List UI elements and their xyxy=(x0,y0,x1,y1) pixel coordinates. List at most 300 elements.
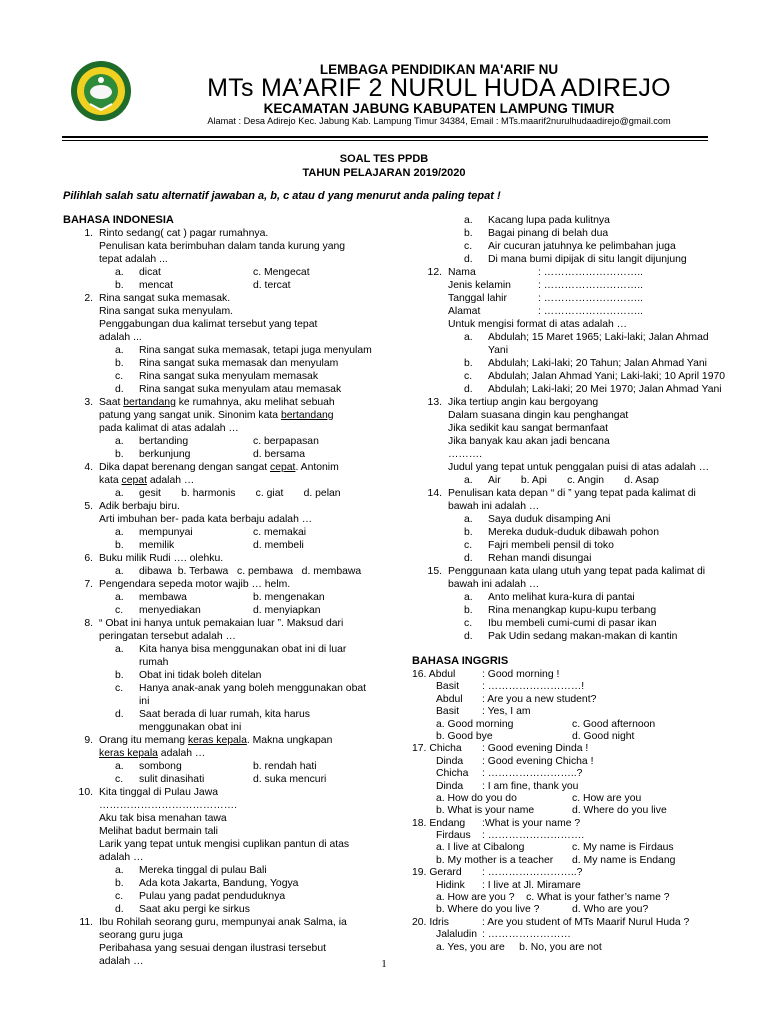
option-letter: b. xyxy=(464,228,473,239)
option-row xyxy=(63,669,393,682)
english-row xyxy=(412,730,732,742)
option-letter: d. xyxy=(464,631,473,642)
option-text: c. How are you xyxy=(572,792,642,804)
option-letter: d. xyxy=(464,254,473,265)
question-number: 6. xyxy=(84,553,93,564)
option-text: rumah xyxy=(139,657,169,668)
question-number: 8. xyxy=(84,618,93,629)
option-text: berkunjung xyxy=(139,449,191,460)
question-text: Adik berbaju biru. xyxy=(99,501,180,512)
question-text: Buku milik Rudi …. olehku. xyxy=(99,553,224,564)
question-line: Larik yang tepat untuk mengisi cuplikan pantun di atas xyxy=(99,839,350,850)
question-line: Jika sedikit kau sangat bermanfaat xyxy=(448,423,608,434)
option-text: gesit b. harmonis c. giat d. pelan xyxy=(139,488,341,499)
speaker: 16. Abdul xyxy=(412,669,456,680)
option-letter: a. xyxy=(115,761,124,772)
option-text: sombong xyxy=(139,761,182,772)
option-letter: a. xyxy=(115,345,124,356)
speaker: Dinda xyxy=(436,755,464,767)
option-row xyxy=(63,760,393,773)
option-row xyxy=(412,253,732,266)
header-rule-thin xyxy=(62,140,708,141)
option-row xyxy=(63,864,393,877)
option-text: Pulau yang padat penduduknya xyxy=(139,891,286,902)
english-row xyxy=(412,755,732,767)
option-text: c. Good afternoon xyxy=(572,718,656,730)
english-row xyxy=(412,792,732,804)
option-letter: b. xyxy=(115,358,124,369)
option-letter: b. xyxy=(115,878,124,889)
header-school: MTs MA’ARIF 2 NURUL HUDA ADIREJO xyxy=(207,74,671,102)
option-text: Pak Udin sedang makan-makan di kantin xyxy=(488,631,678,642)
option-text: b. mengenakan xyxy=(253,592,325,603)
option-text: b. My mother is a teacher xyxy=(436,854,554,866)
speaker: 18. Endang xyxy=(412,817,466,829)
question-row xyxy=(63,786,393,799)
option-row xyxy=(63,903,393,916)
dialog-line: : ……………………..? xyxy=(482,768,583,780)
option-text: Ibu membeli cumi-cumi di pasar ikan xyxy=(488,618,657,629)
question-line: Untuk mengisi format di atas adalah … xyxy=(448,319,628,330)
question-line: pada kalimat di atas adalah … xyxy=(99,423,239,434)
option-row xyxy=(412,214,732,227)
underlined-word: keras kepala xyxy=(99,748,158,759)
english-row xyxy=(412,854,732,866)
option-row xyxy=(63,591,393,604)
question-text: Pengendara sepeda motor wajib … helm. xyxy=(99,579,291,590)
underlined-word: keras kepala xyxy=(187,735,247,746)
speaker: Hidink xyxy=(436,879,465,891)
dialog-line: : I live at Jl. Miramare xyxy=(482,879,581,891)
option-row xyxy=(412,240,732,253)
option-text: Bagai pinang di belah dua xyxy=(488,228,609,239)
english-row xyxy=(412,916,732,928)
option-text: a. Good morning xyxy=(436,718,514,730)
question-text: Rinto sedang( cat ) pagar rumahnya. xyxy=(99,228,269,239)
option-letter: b. xyxy=(464,358,473,369)
option-text: d. bersama xyxy=(253,449,305,460)
option-text: Rina sangat suka memasak, tetapi juga menyulam xyxy=(139,345,372,356)
speaker: Chicha xyxy=(436,768,469,780)
option-letter: d. xyxy=(115,709,124,720)
option-row xyxy=(412,357,732,370)
option-row xyxy=(63,539,393,552)
test-title: SOAL TES PPDB xyxy=(339,153,429,165)
option-text: Rina sangat suka menyulam memasak xyxy=(139,371,319,382)
option-row xyxy=(412,604,732,617)
question-line: adalah ... xyxy=(99,332,142,343)
option-row xyxy=(412,591,732,604)
option-letter: a. xyxy=(115,527,124,538)
question-line: ………. xyxy=(448,449,483,460)
dialog-line: : Are you student of MTs Maarif Nurul Huda ? xyxy=(482,916,690,928)
english-row xyxy=(412,891,732,903)
option-letter: c. xyxy=(115,891,124,902)
option-text: c. memakai xyxy=(253,527,307,538)
option-text: a. How are you ? c. What is your father’s name ? xyxy=(436,892,670,904)
question-line: Arti imbuhan ber- pada kata berbaju adalah … xyxy=(99,514,313,525)
option-row xyxy=(412,539,732,552)
question-line: Penulisan kata berimbuhan dalam tanda kurung yang xyxy=(99,241,346,252)
option-text: d. Good night xyxy=(572,730,635,742)
question-text: “ Obat ini hanya untuk pemakaian luar ”. Maksud dari xyxy=(99,618,344,629)
option-row xyxy=(63,435,393,448)
option-letter: a. xyxy=(115,436,124,447)
option-text: d. tercat xyxy=(253,280,291,291)
header-rule xyxy=(62,136,708,138)
option-text: Rina menangkap kupu-kupu terbang xyxy=(488,605,657,616)
option-text: membawa xyxy=(139,592,187,603)
option-letter: d. xyxy=(464,384,473,395)
english-row xyxy=(412,941,732,953)
option-row xyxy=(412,526,732,539)
form-value: : ……………………….. xyxy=(538,280,644,291)
option-letter: a. xyxy=(115,592,124,603)
form-label: Tanggal lahir xyxy=(448,293,507,304)
option-text: a. I live at Cibalong xyxy=(436,842,525,854)
header-org: LEMBAGA PENDIDIKAN MA'ARIF NU xyxy=(319,62,559,77)
english-row xyxy=(412,841,732,853)
question-text: Penggunaan kata ulang utuh yang tepat pada kalimat di xyxy=(448,566,706,577)
right-column xyxy=(412,214,732,953)
question-line: Dalam suasana dingin kau penghangat xyxy=(448,410,629,421)
dialog-line: : …………………… xyxy=(482,929,571,941)
underlined-word: bertandang xyxy=(123,397,176,408)
option-row xyxy=(412,513,732,526)
dialog-line: : ……………………..? xyxy=(482,867,583,879)
option-row xyxy=(63,877,393,890)
option-row xyxy=(412,630,732,643)
option-letter: a. xyxy=(464,475,473,486)
option-text: a. How do you do xyxy=(436,792,517,804)
option-text: Rina sangat suka menyulam atau memasak xyxy=(139,384,342,395)
option-text: d. Where do you live xyxy=(572,805,667,817)
option-letter: b. xyxy=(115,670,124,681)
question-line: Aku tak bisa menahan tawa xyxy=(99,813,227,824)
question-number: 11. xyxy=(79,917,93,928)
question-row xyxy=(63,617,393,630)
dialog-line: : Good evening Chicha ! xyxy=(482,755,594,767)
option-text: menyediakan xyxy=(139,605,201,616)
option-text: Hanya anak-anak yang boleh menggunakan obat xyxy=(139,683,367,694)
speaker: Basit xyxy=(436,681,460,693)
page-number: 1 xyxy=(381,958,387,970)
option-letter: b. xyxy=(115,449,124,460)
option-letter: c. xyxy=(115,371,124,382)
speaker: Basit xyxy=(436,706,460,718)
speaker: 17. Chicha xyxy=(412,743,462,755)
option-row-cont xyxy=(63,721,393,734)
option-row xyxy=(412,370,732,383)
question-row xyxy=(412,487,732,500)
question-row xyxy=(63,292,393,305)
option-text: sulit dinasihati xyxy=(139,774,205,785)
dialog-line: : ………………………. xyxy=(482,830,585,842)
option-text: Air cucuran jatuhnya ke pelimbahan juga xyxy=(488,241,676,252)
question-line: Judul yang tepat untuk penggalan puisi di atas adalah … xyxy=(448,462,710,473)
question-line: adalah … xyxy=(99,956,144,967)
form-row xyxy=(412,292,732,305)
option-text: Air b. Api c. Angin d. Asap xyxy=(488,475,659,486)
option-row xyxy=(63,526,393,539)
question-text: Jika tertiup angin kau bergoyang xyxy=(448,397,599,408)
option-letter: a. xyxy=(464,215,473,226)
option-text: d. suka mencuri xyxy=(253,774,327,785)
question-number: 14. xyxy=(427,488,442,499)
option-text: a. Yes, you are b. No, you are not xyxy=(436,941,602,953)
option-text: c. My name is Firdaus xyxy=(572,842,674,854)
question-text: Orang itu memang keras kepala. Makna ungkapan xyxy=(99,735,333,746)
question-number: 10. xyxy=(78,787,93,798)
question-line: seorang guru juga xyxy=(99,930,183,941)
question-row xyxy=(412,565,732,578)
question-text: Kita tinggal di Pulau Jawa xyxy=(99,787,218,798)
question-number: 15. xyxy=(427,566,442,577)
option-text: Di mana bumi dipijak di situ langit dijunjung xyxy=(488,254,687,265)
option-text: d. membeli xyxy=(253,540,304,551)
option-text: Rehan mandi disungai xyxy=(488,553,592,564)
question-row xyxy=(412,396,732,409)
option-text: c. Mengecat xyxy=(253,267,310,278)
question-line: keras kepala adalah … xyxy=(99,748,206,759)
option-letter: c. xyxy=(115,605,124,616)
question-number: 9. xyxy=(84,735,93,746)
english-row xyxy=(412,866,732,878)
question-row xyxy=(412,266,732,279)
option-text: Ada kota Jakarta, Bandung, Yogya xyxy=(139,878,299,889)
option-text: dibawa b. Terbawa c. pembawa d. membawa xyxy=(139,566,362,577)
option-text: Anto melihat kura-kura di pantai xyxy=(488,592,635,603)
speaker: Jalaludin xyxy=(436,929,478,941)
option-text: b. Good bye xyxy=(436,730,493,742)
form-row xyxy=(412,305,732,318)
english-row xyxy=(412,705,732,717)
option-row xyxy=(63,383,393,396)
option-letter: a. xyxy=(115,865,124,876)
form-value: : ……………………….. xyxy=(538,306,644,317)
question-text: Dika dapat berenang dengan sangat cepat. Antonim xyxy=(99,462,339,473)
section-english: BAHASA INGGRIS xyxy=(412,655,509,667)
option-text: Saat aku pergi ke sirkus xyxy=(139,904,250,915)
question-line: bawah ini adalah … xyxy=(448,579,540,590)
question-line: Rina sangat suka menyulam. xyxy=(99,306,233,317)
underlined-word: cepat xyxy=(121,475,147,486)
question-number: 4. xyxy=(84,462,93,473)
option-row xyxy=(63,448,393,461)
option-letter: b. xyxy=(115,540,124,551)
option-row xyxy=(63,773,393,786)
question-row xyxy=(63,227,393,240)
dialog-line: :What is your name ? xyxy=(482,817,581,829)
form-row xyxy=(412,279,732,292)
option-letter: d. xyxy=(115,904,124,915)
question-line: adalah … xyxy=(99,852,144,863)
dialog-line: : Are you a new student? xyxy=(482,693,597,705)
option-text: bertanding xyxy=(139,436,189,447)
section-indonesian: BAHASA INDONESIA xyxy=(63,214,174,226)
speaker: Firdaus xyxy=(436,830,471,842)
option-text: Fajri membeli pensil di toko xyxy=(488,540,614,551)
dialog-line: : Good morning ! xyxy=(482,669,560,680)
option-text: Saat berada di luar rumah, kita harus xyxy=(139,709,310,720)
option-text: Obat ini tidak boleh ditelan xyxy=(139,670,262,681)
option-text: mencat xyxy=(139,280,174,291)
dialog-line: : Yes, I am xyxy=(482,706,531,718)
english-row xyxy=(412,804,732,816)
question-line: kata cepat adalah … xyxy=(99,475,195,486)
option-letter: c. xyxy=(115,774,124,785)
option-letter: d. xyxy=(464,553,473,564)
question-line: patung yang sangat unik. Sinonim kata bertandang xyxy=(99,410,334,421)
english-row xyxy=(412,928,732,940)
question-text: Ibu Rohilah seorang guru, mempunyai anak Salma, ia xyxy=(99,917,347,928)
underlined-word: cepat xyxy=(270,462,296,473)
option-row xyxy=(63,344,393,357)
option-letter: c. xyxy=(464,371,473,382)
option-letter: a. xyxy=(464,514,473,525)
school-logo xyxy=(70,60,132,122)
option-row xyxy=(63,890,393,903)
option-text: c. berpapasan xyxy=(253,436,319,447)
option-text: mempunyai xyxy=(139,527,193,538)
option-row xyxy=(412,227,732,240)
option-letter: c. xyxy=(464,540,473,551)
question-line: bawah ini adalah … xyxy=(448,501,540,512)
question-text: Penulisan kata depan “ di ” yang tepat pada kalimat di xyxy=(448,488,696,499)
option-row xyxy=(412,552,732,565)
question-line: Peribahasa yang sesuai dengan ilustrasi tersebut xyxy=(99,943,327,954)
form-label: Jenis kelamin xyxy=(448,280,511,291)
english-row xyxy=(412,829,732,841)
question-line: peringatan tersebut adalah … xyxy=(99,631,236,642)
option-row xyxy=(412,331,732,344)
question-line: Jika banyak kau akan jadi bencana xyxy=(448,436,610,447)
question-row xyxy=(63,396,393,409)
english-row xyxy=(412,767,732,779)
question-line: tepat adalah ... xyxy=(99,254,168,265)
option-text: dicat xyxy=(139,267,161,278)
speaker: Dinda xyxy=(436,780,464,792)
english-row xyxy=(412,718,732,730)
option-letter: b. xyxy=(464,605,473,616)
question-row xyxy=(63,500,393,513)
option-text: b. Where do you live ? xyxy=(436,904,540,916)
form-value: : ……………………….. xyxy=(538,293,644,304)
option-letter: c. xyxy=(464,241,473,252)
dialog-line: : ………………………! xyxy=(482,681,585,693)
form-label: Nama xyxy=(448,267,476,278)
option-letter: b. xyxy=(464,527,473,538)
question-number: 1. xyxy=(84,228,93,239)
question-number: 2. xyxy=(84,293,93,304)
header-address: Alamat : Desa Adirejo Kec. Jabung Kab. Lampung Timur 34384, Email : MTs.maarif2nurulhudaadirejo@gmail.com xyxy=(207,116,671,126)
option-row xyxy=(63,279,393,292)
option-row xyxy=(412,617,732,630)
option-row xyxy=(63,682,393,695)
speaker: 20. Idris xyxy=(412,916,449,928)
question-row xyxy=(63,461,393,474)
option-letter: a. xyxy=(115,267,124,278)
option-text: Mereka tinggal di pulau Bali xyxy=(139,865,267,876)
question-row xyxy=(63,578,393,591)
dialog-line: : I am fine, thank you xyxy=(482,780,579,792)
option-row xyxy=(63,370,393,383)
question-text: Rina sangat suka memasak. xyxy=(99,293,231,304)
english-row xyxy=(412,742,732,754)
form-value: : ……………………….. xyxy=(538,267,644,278)
option-text: Abdulah; Laki-laki; 20 Mei 1970; Jalan Ahmad Yani xyxy=(488,384,722,395)
form-label: Alamat xyxy=(448,306,481,317)
option-letter: a. xyxy=(115,488,124,499)
option-row-cont xyxy=(412,344,732,357)
option-letter: b. xyxy=(115,280,124,291)
question-row xyxy=(63,734,393,747)
option-letter: c. xyxy=(464,618,473,629)
underlined-word: bertandang xyxy=(280,410,334,421)
english-row xyxy=(412,817,732,829)
option-letter: c. xyxy=(115,683,124,694)
option-text: menggunakan obat ini xyxy=(139,722,242,733)
option-text: b. rendah hati xyxy=(253,761,317,772)
header-district: KECAMATAN JABUNG KABUPATEN LAMPUNG TIMUR xyxy=(263,101,615,116)
option-letter: d. xyxy=(115,384,124,395)
option-text: Abdulah; Laki-laki; 20 Tahun; Jalan Ahmad Yani xyxy=(488,358,707,369)
option-row xyxy=(412,474,732,487)
option-row xyxy=(63,708,393,721)
question-number: 13. xyxy=(427,397,442,408)
question-number: 5. xyxy=(84,501,93,512)
question-number: 7. xyxy=(84,579,93,590)
question-row xyxy=(63,916,393,929)
question-number: 12. xyxy=(427,267,442,278)
question-text: Saat bertandang ke rumahnya, aku melihat sebuah xyxy=(99,397,335,408)
option-row xyxy=(63,565,393,578)
english-row xyxy=(412,693,732,705)
option-row xyxy=(63,487,393,500)
question-row xyxy=(63,552,393,565)
option-text: b. What is your name xyxy=(436,805,535,817)
option-row xyxy=(63,266,393,279)
option-text: d. My name is Endang xyxy=(572,854,676,866)
speaker: Abdul xyxy=(436,693,463,705)
option-letter: a. xyxy=(464,332,473,343)
speaker: 19. Gerard xyxy=(412,867,462,879)
english-row xyxy=(412,668,732,680)
option-row xyxy=(63,357,393,370)
left-column xyxy=(63,214,393,968)
english-row xyxy=(412,680,732,692)
option-row xyxy=(412,383,732,396)
option-text: ini xyxy=(139,696,150,707)
instruction: Pilihlah salah satu alternatif jawaban a, b, c atau d yang menurut anda paling tepat ! xyxy=(63,190,501,202)
option-text: Yani xyxy=(488,345,509,356)
option-row xyxy=(63,643,393,656)
option-text: memilik xyxy=(139,540,175,551)
option-letter: a. xyxy=(115,566,124,577)
option-row-cont xyxy=(63,695,393,708)
option-text: Kacang lupa pada kulitnya xyxy=(488,215,610,226)
english-row xyxy=(412,780,732,792)
english-row xyxy=(412,879,732,891)
option-text: Abdulah; 15 Maret 1965; Laki-laki; Jalan Ahmad xyxy=(488,332,709,343)
question-number: 3. xyxy=(84,397,93,408)
option-text: d. Who are you? xyxy=(572,904,649,916)
option-text: Mereka duduk-duduk dibawah pohon xyxy=(488,527,659,538)
question-line: Melihat badut bermain tali xyxy=(99,826,218,837)
test-year: TAHUN PELAJARAN 2019/2020 xyxy=(302,167,466,179)
option-text: d. menyiapkan xyxy=(253,605,321,616)
option-row-cont xyxy=(63,656,393,669)
